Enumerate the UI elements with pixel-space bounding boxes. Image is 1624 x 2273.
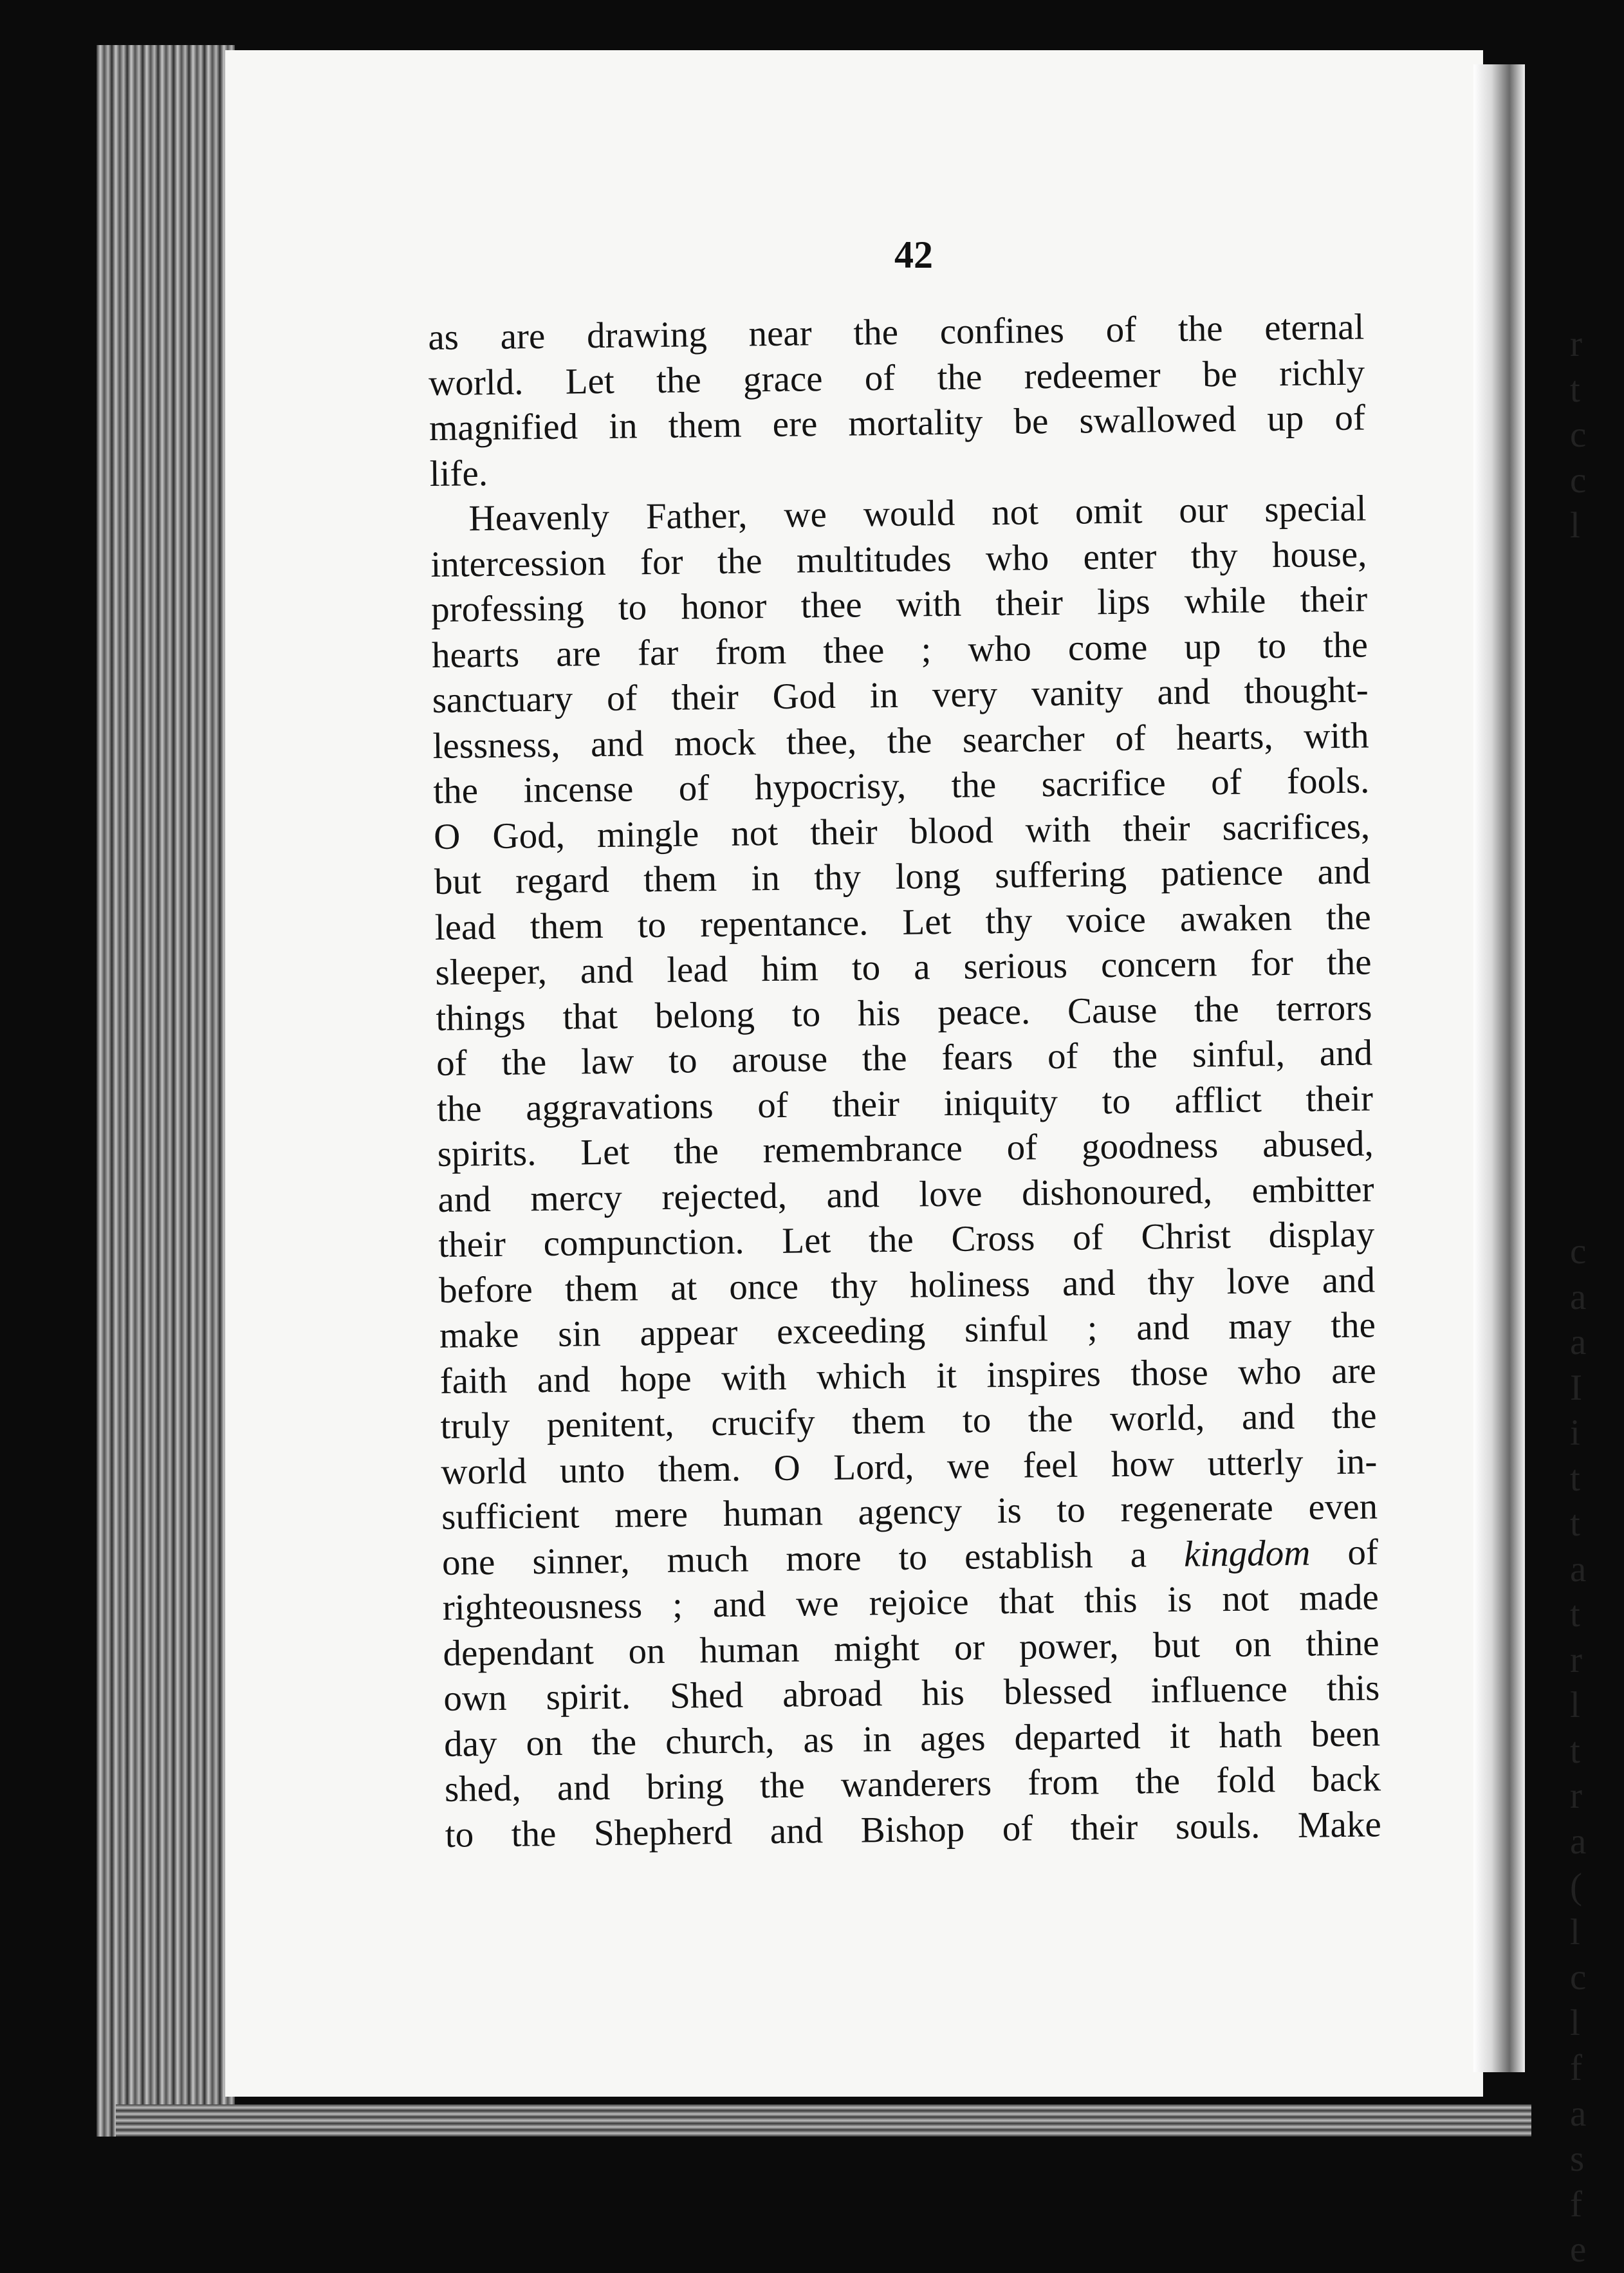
text-line: the aggravations of their iniquity to afflict their bbox=[436, 1077, 1374, 1129]
adjacent-page-letter: a bbox=[1570, 1821, 1587, 1862]
adjacent-page-letter: t bbox=[1570, 369, 1580, 410]
adjacent-page-letter bbox=[1570, 1003, 1615, 1048]
adjacent-page-letter: I bbox=[1570, 1367, 1582, 1408]
adjacent-page-letter: c bbox=[1570, 459, 1587, 501]
text-line: to the Shepherd and Bishop of their souls. Make bbox=[445, 1803, 1382, 1855]
page-stack-left-edge bbox=[97, 45, 235, 2137]
adjacent-page-letter: l bbox=[1570, 2002, 1580, 2043]
text-line: sufficient mere human agency is to regenerate even bbox=[441, 1486, 1378, 1537]
adjacent-page-letter: l bbox=[1570, 1911, 1580, 1953]
adjacent-page-letter bbox=[1570, 1138, 1615, 1184]
text-line: sleeper, and lead him to a serious concern for the bbox=[435, 942, 1372, 993]
text-line: world unto them. O Lord, we feel how utterly in- bbox=[441, 1440, 1378, 1492]
adjacent-page-letter: a bbox=[1570, 1322, 1587, 1362]
text-line: sanctuary of their God in very vanity and thought- bbox=[432, 669, 1369, 721]
text-line: faith and hope with which it inspires those who are bbox=[439, 1350, 1377, 1402]
text-line: world. Let the grace of the redeemer be richly bbox=[428, 351, 1365, 404]
adjacent-page-letter bbox=[1570, 957, 1615, 1003]
text-line: things that belong to his peace. Cause the terrors bbox=[436, 987, 1372, 1039]
adjacent-page-letter: c bbox=[1570, 414, 1587, 455]
adjacent-page-letter: f bbox=[1570, 2048, 1582, 2088]
adjacent-page-letter: e bbox=[1570, 2229, 1587, 2270]
text-line: dependant on human might or power, but on thine bbox=[443, 1622, 1379, 1674]
text-line: the incense of hypocrisy, the sacrifice of fools. bbox=[433, 760, 1370, 812]
text-line: life. bbox=[429, 452, 488, 494]
adjacent-page-letter: a bbox=[1570, 1276, 1587, 1317]
adjacent-page-letter bbox=[1570, 866, 1615, 912]
adjacent-page-letter: r bbox=[1570, 1639, 1582, 1680]
text-line: lessness, and mock thee, the searcher of hearts, with bbox=[432, 714, 1369, 766]
text-line: make sin appear exceeding sinful ; and may the bbox=[439, 1304, 1376, 1356]
adjacent-page-letter: f bbox=[1570, 2184, 1582, 2225]
text-line: as are drawing near the confines of the eternal bbox=[428, 306, 1365, 358]
text-line: Heavenly Father, we would not omit our special bbox=[468, 488, 1367, 539]
italic-word: kingdom bbox=[1183, 1532, 1311, 1575]
text-line: magnified in them ere mortality be swallowed up of bbox=[429, 397, 1366, 449]
text-line: hearts are far from thee ; who come up to the bbox=[431, 624, 1369, 676]
adjacent-page-letter bbox=[1570, 912, 1615, 958]
text-line: of the law to arouse the fears of the sinful, and bbox=[436, 1032, 1373, 1084]
text-line: but regard them in thy long suffering patience and bbox=[434, 851, 1371, 902]
adjacent-page-letter bbox=[1570, 1048, 1615, 1093]
text-line: professing to honor thee with their lips while their bbox=[430, 579, 1368, 630]
text-line: truly penitent, crucify them to the world, and the bbox=[440, 1395, 1377, 1447]
text-line: righteousness ; and we rejoice that this is not made bbox=[442, 1577, 1379, 1628]
text-segment: one sinner, much more to establish a bbox=[441, 1534, 1147, 1583]
adjacent-page-letter bbox=[1570, 730, 1615, 776]
adjacent-page-letter: t bbox=[1570, 1503, 1580, 1544]
text-line: and mercy rejected, and love dishonoured, embitter bbox=[438, 1168, 1374, 1220]
adjacent-page-letter: t bbox=[1570, 1730, 1580, 1771]
adjacent-page-letter: c bbox=[1570, 1957, 1587, 1998]
page-number: 42 bbox=[894, 234, 933, 276]
adjacent-page-letter: l bbox=[1570, 505, 1580, 546]
adjacent-page-letter bbox=[1570, 821, 1615, 867]
adjacent-page-letter: s bbox=[1570, 2138, 1585, 2179]
adjacent-page-letter: a bbox=[1570, 1548, 1587, 1590]
adjacent-page-letter bbox=[1570, 1184, 1615, 1230]
page-body-text bbox=[428, 304, 1381, 1857]
text-line: day on the church, as in ages departed it hath been bbox=[443, 1712, 1381, 1765]
adjacent-page-letter bbox=[1570, 549, 1615, 595]
adjacent-page-letter: i bbox=[1570, 1413, 1580, 1453]
text-line: own spirit. Shed abroad his blessed influence this bbox=[443, 1667, 1380, 1719]
text-line: their compunction. Let the Cross of Christ display bbox=[438, 1214, 1375, 1265]
text-line: shed, and bring the wanderers from the fold back bbox=[444, 1758, 1381, 1810]
text-line: O God, mingle not their blood with their sacrifices, bbox=[433, 805, 1370, 857]
adjacent-page-text-fragment bbox=[1570, 322, 1615, 2273]
text-segment: of bbox=[1309, 1531, 1379, 1573]
adjacent-page-letter bbox=[1570, 1093, 1615, 1139]
adjacent-page-letter: a bbox=[1570, 2093, 1587, 2134]
adjacent-page-letter bbox=[1570, 594, 1615, 640]
text-line: intercession for the multitudes who enter thy house, bbox=[430, 533, 1367, 585]
page-stack-bottom-edge bbox=[116, 2104, 1531, 2137]
text-line: lead them to repentance. Let thy voice awaken the bbox=[434, 896, 1372, 948]
adjacent-page-letter: ( bbox=[1570, 1866, 1582, 1907]
adjacent-page-letter: l bbox=[1570, 1685, 1580, 1725]
adjacent-page-letter: t bbox=[1570, 1458, 1580, 1499]
adjacent-page-letter: r bbox=[1570, 1776, 1582, 1816]
adjacent-page-letter bbox=[1570, 775, 1615, 821]
gutter-fold bbox=[1473, 64, 1525, 2072]
adjacent-page-letter: t bbox=[1570, 1594, 1580, 1635]
adjacent-page-letter bbox=[1570, 685, 1615, 730]
adjacent-page-letter bbox=[1570, 640, 1615, 685]
text-line: before them at once thy holiness and thy love and bbox=[438, 1259, 1376, 1311]
adjacent-page-letter: c bbox=[1570, 1231, 1587, 1272]
text-line: spirits. Let the remembrance of goodness abused, bbox=[437, 1123, 1374, 1174]
adjacent-page-letter: r bbox=[1570, 324, 1582, 364]
